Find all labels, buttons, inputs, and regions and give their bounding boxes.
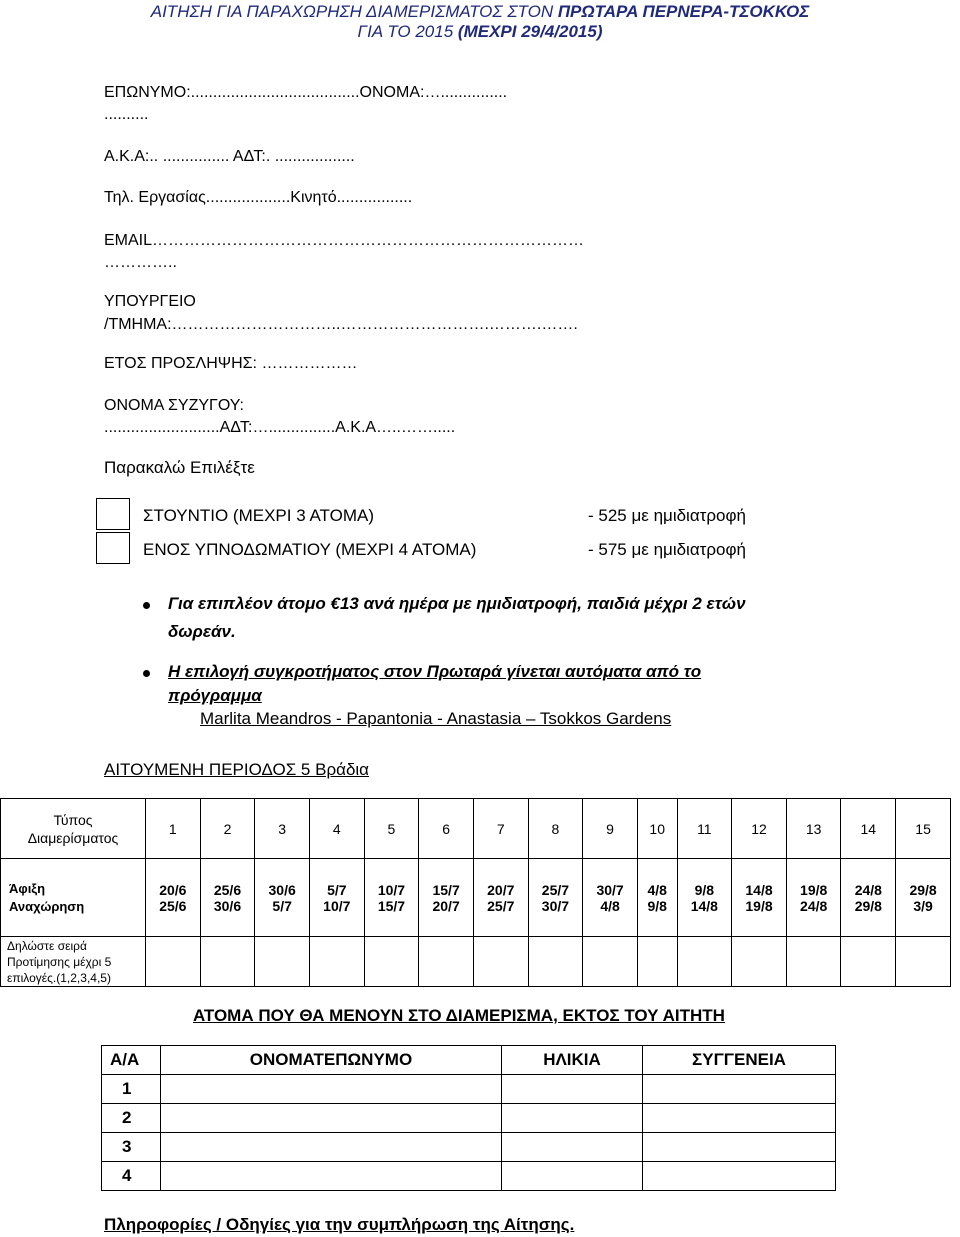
type-label: Διαμερίσματος — [27, 829, 119, 846]
age-input[interactable] — [502, 1162, 643, 1191]
date-cell — [419, 859, 474, 937]
number-cell: 9 — [583, 799, 638, 859]
table-row — [102, 1162, 836, 1191]
arrival-date: 29/8 — [909, 881, 937, 898]
age-input[interactable] — [502, 1075, 643, 1104]
studio-checkbox[interactable] — [96, 498, 130, 530]
persons-table — [101, 1045, 836, 1191]
persons-heading: ΑΤΟΜΑ ΠΟΥ ΘΑ ΜΕΝΟΥΝ ΣΤΟ ΔΙΑΜΕΡΙΣΜΑ, ΕΚΤΟΣ ΤΟΥ ΑΙΤΗΤΗ — [193, 1006, 725, 1025]
preference-input[interactable] — [309, 937, 364, 987]
number-cell: 13 — [786, 799, 841, 859]
number-cell: 15 — [896, 799, 951, 859]
number-cell: 8 — [528, 799, 583, 859]
preference-input[interactable] — [473, 937, 528, 987]
number-cell: 6 — [419, 799, 474, 859]
phone-field[interactable]: Τηλ. Εργασίας...................Κινητό................. — [104, 189, 413, 206]
preference-input[interactable] — [364, 937, 419, 987]
table-row — [102, 1104, 836, 1133]
number-cell: 10 — [637, 799, 677, 859]
date-cell — [583, 859, 638, 937]
name-input[interactable] — [161, 1133, 502, 1162]
date-cell — [732, 859, 787, 937]
number-cell: 3 — [255, 799, 310, 859]
departure-date: 9/8 — [647, 897, 667, 914]
arrival-date: 25/6 — [213, 881, 242, 898]
name-input[interactable] — [161, 1104, 502, 1133]
relation-input[interactable] — [643, 1104, 836, 1133]
departure-date: 25/6 — [159, 897, 187, 914]
one-bedroom-option-label: ΕΝΟΣ ΥΠΝΟΔΩΜΑΤΙΟΥ (ΜΕΧΡΙ 4 ΑΤΟΜΑ) — [143, 540, 477, 559]
preference-input[interactable] — [786, 937, 841, 987]
period-table — [0, 798, 951, 987]
row-number: 1 — [102, 1075, 161, 1104]
date-cell — [473, 859, 528, 937]
complex-selection-note: Η επιλογή συγκροτήματος στον Πρωταρά γίνεται αυτόματα από το — [168, 662, 702, 681]
date-cell — [786, 859, 841, 937]
preference-input[interactable] — [200, 937, 255, 987]
departure-date: 20/7 — [432, 897, 460, 914]
arrival-date: 20/7 — [487, 881, 515, 898]
departure-date: 14/8 — [690, 897, 718, 914]
extra-person-note-cont: δωρεάν. — [168, 622, 236, 641]
date-cell — [637, 859, 677, 937]
arrival-date: 14/8 — [745, 881, 773, 898]
type-header-cell — [1, 799, 146, 859]
title-location: ΠΡΩΤΑΡΑ ΠΕΡΝΕΡΑ-ΤΣΟΚΚΟΣ — [557, 2, 810, 21]
departure-date: 15/7 — [377, 897, 406, 914]
complex-list: Marlita Meandros - Papantonia - Anastasia – Tsokkos Gardens — [200, 709, 672, 728]
preference-input[interactable] — [637, 937, 677, 987]
departure-date: 30/6 — [213, 897, 242, 914]
relation-input[interactable] — [643, 1075, 836, 1104]
arrival-date: 19/8 — [800, 881, 828, 898]
email-field-cont[interactable]: ………….. — [104, 254, 177, 271]
surname-name-field-cont[interactable]: .......... — [104, 106, 149, 123]
arrival-date: 30/7 — [596, 881, 624, 898]
departure-date: 4/8 — [600, 897, 620, 914]
preference-header — [1, 937, 146, 987]
relation-input[interactable] — [643, 1162, 836, 1191]
preference-label: Προτίμησης μέχρι 5 — [7, 954, 112, 969]
department-field[interactable]: /ΤΜΗΜΑ:…………………………..……………………….……….……. — [104, 316, 578, 333]
period-heading: ΑΙΤΟΥΜΕΝΗ ΠΕΡΙΟΔΟΣ 5 Βράδια — [104, 760, 370, 779]
studio-price: - 525 με ημιδιατροφή — [588, 506, 746, 525]
name-input[interactable] — [161, 1162, 502, 1191]
type-label: Τύπος — [53, 811, 93, 828]
arrival-label: Άφιξη — [9, 880, 46, 896]
hire-year-field[interactable]: ΕΤΟΣ ΠΡΟΣΛΗΨΗΣ: ……………… — [104, 355, 358, 372]
departure-date: 19/8 — [745, 897, 773, 914]
date-cell — [677, 859, 732, 937]
header-cell: ΟΝΟΜΑΤΕΠΩΝΥΜΟ — [161, 1046, 502, 1075]
number-cell: 11 — [677, 799, 732, 859]
arrival-date: 30/6 — [268, 881, 296, 898]
preference-label: Δηλώστε σειρά — [7, 938, 87, 953]
form-title-line2 — [0, 22, 960, 42]
bullet-icon — [143, 670, 150, 677]
arrival-date: 5/7 — [327, 881, 347, 898]
arrival-departure-header — [1, 859, 146, 937]
selection-heading: Παρακαλώ Επιλέξτε — [104, 458, 255, 477]
age-input[interactable] — [502, 1133, 643, 1162]
departure-date: 24/8 — [800, 897, 828, 914]
departure-label: Αναχώρηση — [9, 898, 85, 914]
spouse-ids-field[interactable]: ..........................ΑΔΤ:…...............Α.Κ.Α…..……..... — [104, 419, 456, 436]
date-cell — [841, 859, 896, 937]
aka-id-field[interactable]: Α.Κ.Α:.. ............... ΑΔΤ:. .................. — [104, 148, 355, 165]
preference-label: επιλογές.(1,2,3,4,5) — [7, 970, 111, 985]
complex-selection-note-cont: πρόγραμμα — [168, 686, 262, 705]
departure-date: 3/9 — [913, 897, 933, 914]
preference-input[interactable] — [583, 937, 638, 987]
table-row — [1, 799, 951, 859]
title-prefix: ΑΙΤΗΣΗ ΓΙΑ ΠΑΡΑΧΩΡΗΣΗ ΔΙΑΜΕΡΙΣΜΑΤΟΣ ΣΤΟΝ — [150, 2, 554, 21]
date-cell — [364, 859, 419, 937]
departure-date: 25/7 — [487, 897, 515, 914]
bullet-icon — [143, 602, 150, 609]
instructions-heading: Πληροφορίες / Οδηγίες για την συμπλήρωση της Αίτησης. — [104, 1215, 575, 1234]
surname-name-field[interactable]: ΕΠΩΝΥΜΟ:......................................ΟΝΟΜΑ:…............... — [104, 84, 508, 101]
form-title-line1 — [0, 2, 960, 22]
preference-input[interactable] — [841, 937, 896, 987]
preference-input[interactable] — [146, 937, 201, 987]
table-row — [102, 1075, 836, 1104]
date-cell — [146, 859, 201, 937]
date-cell — [896, 859, 951, 937]
preference-input[interactable] — [732, 937, 787, 987]
departure-date: 29/8 — [854, 897, 882, 914]
studio-option-label: ΣΤΟΥΝΤΙΟ (ΜΕΧΡΙ 3 ΑΤΟΜΑ) — [143, 506, 374, 525]
arrival-date: 15/7 — [432, 881, 460, 898]
number-cell: 2 — [200, 799, 255, 859]
departure-date: 10/7 — [323, 897, 351, 914]
row-number: 4 — [102, 1162, 161, 1191]
preference-input[interactable] — [419, 937, 474, 987]
relation-input[interactable] — [643, 1133, 836, 1162]
extra-person-note: Για επιπλέον άτομο €13 ανά ημέρα με ημιδιατροφή, παιδιά μέχρι 2 ετών — [168, 594, 746, 613]
preference-input[interactable] — [677, 937, 732, 987]
preference-input[interactable] — [896, 937, 951, 987]
arrival-date: 20/6 — [159, 881, 187, 898]
ministry-label: ΥΠΟΥΡΓΕΙΟ — [104, 293, 196, 310]
header-cell: ΗΛΙΚΙΑ — [502, 1046, 643, 1075]
number-cell: 5 — [364, 799, 419, 859]
number-cell: 1 — [146, 799, 201, 859]
number-cell: 7 — [473, 799, 528, 859]
number-cell: 12 — [732, 799, 787, 859]
date-cell — [255, 859, 310, 937]
title-deadline: (ΜΕΧΡΙ 29/4/2015) — [457, 22, 603, 41]
date-cell — [309, 859, 364, 937]
table-row — [102, 1046, 836, 1075]
arrival-date: 25/7 — [541, 881, 570, 898]
email-field[interactable]: EMAIL……………………………………………………………………… — [104, 232, 585, 249]
header-cell: Α/Α — [102, 1046, 161, 1075]
departure-date: 30/7 — [541, 897, 570, 914]
one-bedroom-price: - 575 με ημιδιατροφή — [588, 540, 746, 559]
table-row — [1, 859, 951, 937]
preference-input[interactable] — [528, 937, 583, 987]
date-cell — [528, 859, 583, 937]
spouse-name-label: ΟΝΟΜΑ ΣΥΖΥΓΟΥ: — [104, 397, 244, 414]
date-cell — [200, 859, 255, 937]
preference-input[interactable] — [255, 937, 310, 987]
row-number: 3 — [102, 1133, 161, 1162]
arrival-date: 10/7 — [377, 881, 406, 898]
arrival-date: 9/8 — [694, 881, 715, 898]
arrival-date: 4/8 — [647, 881, 667, 898]
header-cell: ΣΥΓΓΕΝΕΙΑ — [643, 1046, 836, 1075]
one-bedroom-checkbox[interactable] — [96, 532, 130, 564]
title-year: ΓΙΑ ΤΟ 2015 — [357, 22, 454, 41]
row-number: 2 — [102, 1104, 161, 1133]
table-row — [102, 1133, 836, 1162]
number-cell: 4 — [309, 799, 364, 859]
departure-date: 5/7 — [272, 897, 292, 914]
arrival-date: 24/8 — [854, 881, 882, 898]
number-cell: 14 — [841, 799, 896, 859]
name-input[interactable] — [161, 1075, 502, 1104]
table-row — [1, 937, 951, 987]
age-input[interactable] — [502, 1104, 643, 1133]
